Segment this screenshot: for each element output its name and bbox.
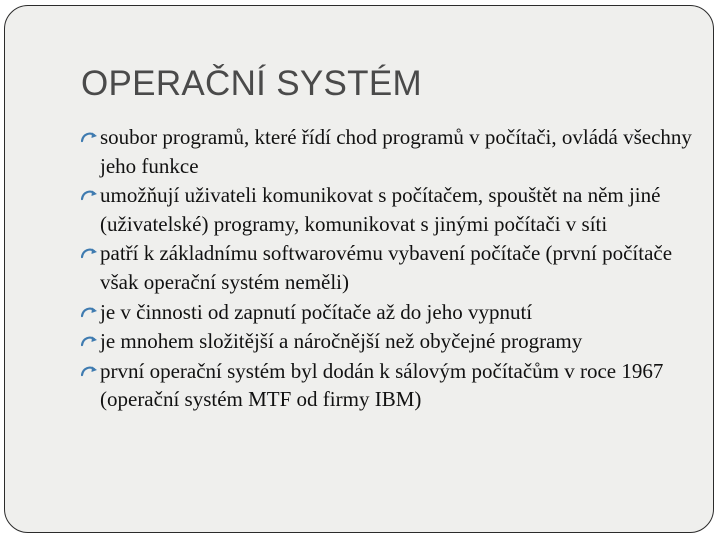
curved-arrow-bullet-icon — [81, 306, 98, 318]
bullet-item — [81, 357, 706, 414]
bullet-item — [81, 181, 706, 238]
curved-arrow-bullet-icon — [81, 335, 98, 347]
bullet-text: je v činnosti od zapnutí počítače až do jeho vypnutí — [100, 299, 533, 324]
bullet-item — [81, 123, 706, 180]
bullet-text: první operační systém byl dodán k sálovým počítačům v roce 1967 (operační systém MTF od firmy IBM) — [100, 358, 664, 412]
curved-arrow-bullet-icon — [81, 131, 98, 143]
bullet-text: umožňují uživateli komunikovat s počítačem, spouštět na něm jiné (uživatelské) programy, komunikovat s jinými počítači v síti — [100, 183, 661, 236]
curved-arrow-bullet-icon — [81, 247, 98, 259]
slide-frame — [4, 5, 714, 533]
curved-arrow-bullet-icon — [81, 189, 98, 201]
slide-title: OPERAČNÍ SYSTÉM — [81, 64, 422, 103]
bullet-text: je mnohem složitější a náročnější než obyčejné programy — [100, 329, 583, 354]
bullet-item — [81, 298, 706, 327]
bullet-text: patří k základnímu softwarovému vybavení počítače (první počítače však operační systém neměli) — [100, 241, 673, 294]
bullet-item — [81, 327, 706, 356]
bullet-text: soubor programů, které řídí chod programů v počítači, ovládá všechny jeho funkce — [100, 125, 692, 178]
bullet-list — [81, 123, 706, 415]
bullet-item — [81, 239, 706, 296]
curved-arrow-bullet-icon — [81, 365, 98, 377]
